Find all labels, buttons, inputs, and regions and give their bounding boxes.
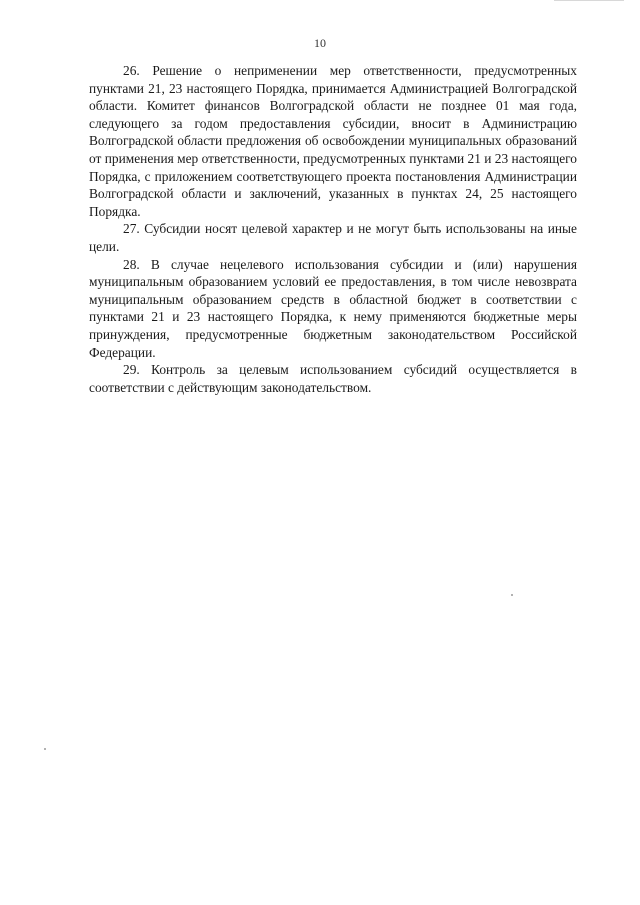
scan-edge-line (554, 0, 624, 1)
page-number: 10 (314, 36, 326, 50)
paragraph-28: 28. В случае нецелевого использования субсидии и (или) нарушения муниципальным образованием условий ее предоставления, в том числе невозврата муниципальным образованием средств в областной бюджет в соответствии с пунктами 21 и 23 настоящего Порядка, к нему применяются бюджетные меры принуждения, предусмотренные бюджетным законодательством Российской Федерации. (89, 256, 577, 360)
paragraph-26: 26. Решение о неприменении мер ответственности, предусмотренных пунктами 21, 23 настоящего Порядка, принимается Администрацией Волгоградской области. Комитет финансов Волгоградской области не позднее 01 мая года, следующего за годом предоставления субсидии, вносит в Администрацию Волгоградской области предложения об освобождении муниципальных образований от применения мер ответственности, предусмотренных пунктами 21 и 23 настоящего Порядка, с приложением соответствующего проекта постановления Администрации Волгоградской области и заключений, указанных в пунктах 24, 25 настоящего Порядка. (89, 63, 577, 219)
paragraph-29: 29. Контроль за целевым использованием субсидий осуществляется в соответствии с действующим законодательством. (89, 362, 577, 395)
document-body (89, 62, 577, 396)
scan-speck (511, 594, 513, 596)
scan-speck (44, 748, 46, 750)
paragraph-27: 27. Субсидии носят целевой характер и не могут быть использованы на иные цели. (89, 221, 577, 254)
